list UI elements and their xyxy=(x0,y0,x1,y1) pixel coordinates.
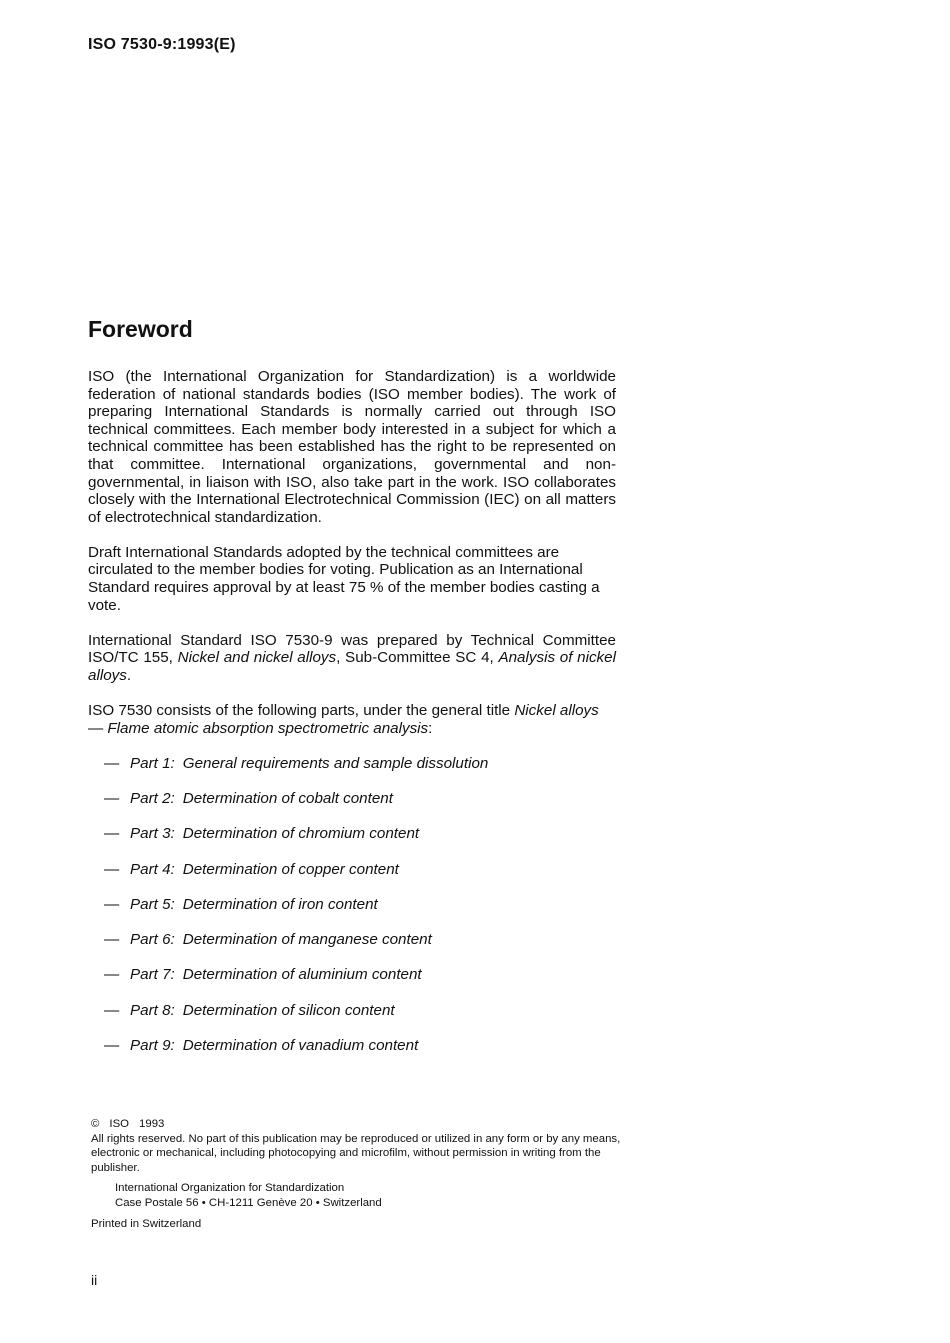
part-dash: — xyxy=(104,931,120,949)
foreword-paragraph-3 xyxy=(88,632,616,685)
part-label: Part 3: xyxy=(130,825,175,843)
part-label: Part 2: xyxy=(130,789,175,807)
part-title: Determination of silicon content xyxy=(182,1001,395,1019)
part-list-item xyxy=(88,931,616,966)
copyright-line xyxy=(91,1117,631,1132)
foreword-paragraph-4 xyxy=(88,702,616,737)
part-list-item xyxy=(88,861,616,896)
part-dash: — xyxy=(104,825,120,843)
part-title: General requirements and sample dissolution xyxy=(182,754,489,772)
general-title: Nickel alloys — Flame atomic absorption spectrometric analysis xyxy=(88,702,599,737)
part-list-item xyxy=(88,825,616,860)
committee-title: Nickel and nickel alloys xyxy=(177,649,337,667)
part-list-item xyxy=(88,1002,616,1037)
part-list-item xyxy=(88,896,616,931)
part-title: Determination of aluminium content xyxy=(182,966,422,984)
part-dash: — xyxy=(104,1037,120,1055)
publisher-address xyxy=(91,1181,631,1210)
part-dash: — xyxy=(104,860,120,878)
rights-notice: All rights reserved. No part of this publication may be reproduced or utilized in any form or by any means, electronic or mechanical, including photocopying and microfilm, without permission in writing from the publisher. xyxy=(91,1132,621,1174)
part-dash: — xyxy=(104,754,120,772)
copyright-year: 1993 xyxy=(139,1118,165,1130)
part-title: Determination of manganese content xyxy=(182,931,432,949)
subcommittee-text: , Sub-Committee SC 4, xyxy=(336,649,499,667)
parts-list xyxy=(88,755,616,1073)
part-label: Part 8: xyxy=(130,1001,175,1019)
subcommittee-title: Analysis of nickel alloys xyxy=(88,649,616,684)
part-dash: — xyxy=(104,895,120,913)
part-title: Determination of cobalt content xyxy=(182,789,393,807)
publisher-postal: Case Postale 56 • CH-1211 Genève 20 • Switzerland xyxy=(115,1196,382,1209)
part-title: Determination of copper content xyxy=(182,860,399,878)
part-list-item xyxy=(88,1037,616,1072)
colon-text: : xyxy=(428,719,433,737)
standard-identifier: ISO 7530-9:1993(E) xyxy=(88,36,236,53)
part-dash: — xyxy=(104,966,120,984)
part-label: Part 9: xyxy=(130,1037,175,1055)
copyright-icon: © xyxy=(91,1118,100,1130)
part-dash: — xyxy=(104,1001,120,1019)
foreword-body xyxy=(88,368,616,1072)
publisher-name: International Organization for Standardization xyxy=(115,1182,345,1195)
foreword-paragraph-2: Draft International Standards adopted by the technical committees are circulated to the member bodies for voting. Publication as an International Standard requires approval by at least 75 % of the member bodies casting a vote. xyxy=(88,543,600,614)
part-list-item xyxy=(88,755,616,790)
part-label: Part 5: xyxy=(130,895,175,913)
prepared-by-text: International Standard ISO 7530-9 was prepared by Technical Committee ISO/TC 155, xyxy=(88,631,616,667)
part-label: Part 7: xyxy=(130,966,175,984)
foreword-paragraph-1: ISO (the International Organization for Standardization) is a worldwide federation of national standards bodies (ISO member bodies). The work of preparing International Standards is normally carried out through ISO technical committees. Each member body interested in a subject for which a technical committee has been established has the right to be represented on that committee. International organizations, governmental and non-governmental, in liaison with ISO, also take part in the work. ISO collaborates closely with the International Electrotechnical Commission (IEC) on all matters of electrotechnical standardization. xyxy=(88,368,616,526)
part-title: Determination of chromium content xyxy=(182,825,420,843)
part-label: Part 6: xyxy=(130,931,175,949)
copyright-block xyxy=(91,1117,631,1231)
parts-intro-text: ISO 7530 consists of the following parts, under the general title xyxy=(88,702,515,719)
part-label: Part 4: xyxy=(130,860,175,878)
period-text: . xyxy=(126,666,132,684)
part-title: Determination of vanadium content xyxy=(182,1037,419,1055)
part-label: Part 1: xyxy=(130,754,175,772)
part-dash: — xyxy=(104,789,120,807)
part-list-item xyxy=(88,966,616,1001)
copyright-org: ISO xyxy=(109,1118,130,1130)
part-title: Determination of iron content xyxy=(182,895,378,913)
foreword-heading: Foreword xyxy=(88,316,193,342)
page-number: ii xyxy=(91,1272,98,1288)
part-list-item xyxy=(88,790,616,825)
printed-in: Printed in Switzerland xyxy=(91,1217,202,1230)
